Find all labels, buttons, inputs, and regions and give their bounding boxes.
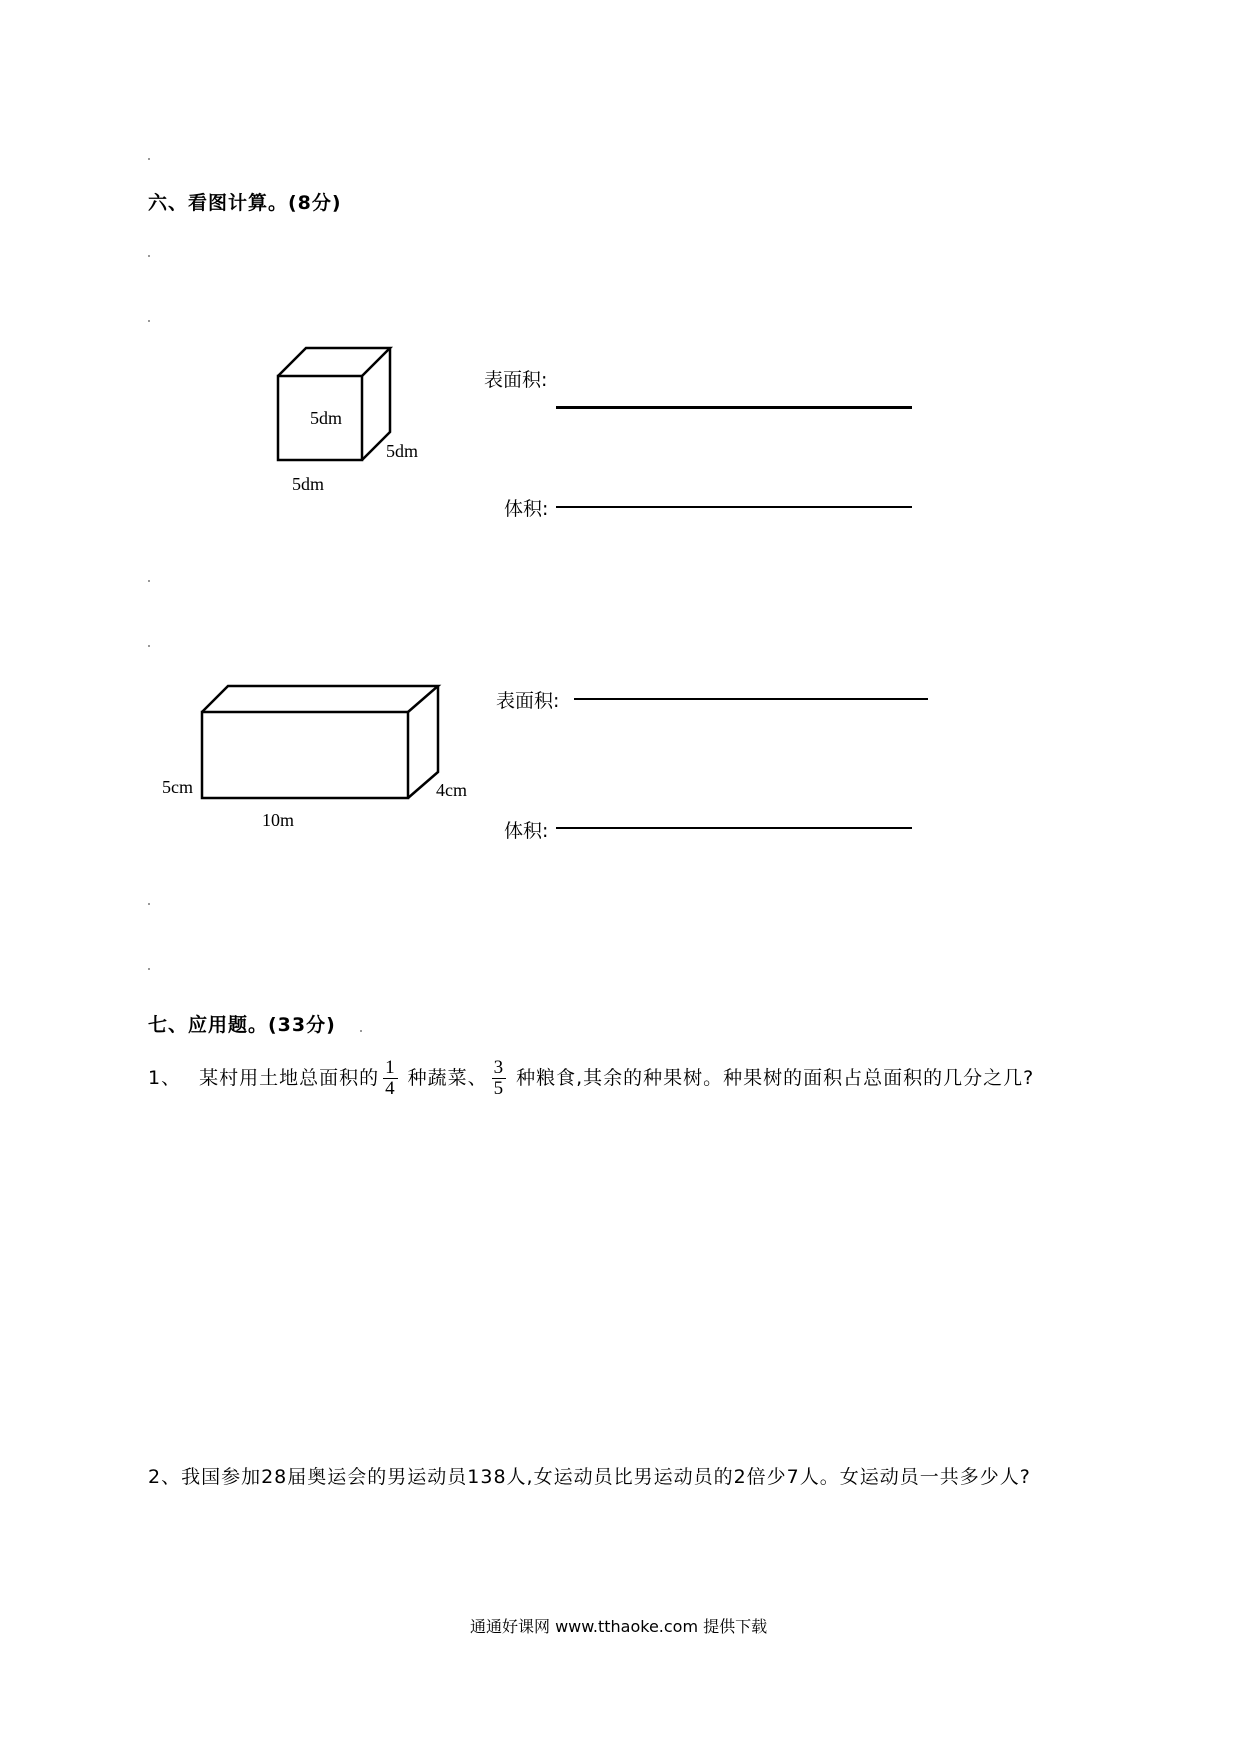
section6-title: 六、看图计算。(8分) — [148, 192, 342, 214]
fraction-one-quarter — [383, 1058, 398, 1099]
scan-dot — [148, 255, 150, 257]
scan-dot — [148, 580, 150, 582]
question-1-part1: 某村用土地总面积的 — [199, 1066, 380, 1089]
scan-dot — [148, 968, 150, 970]
cube-front-dim: 5dm — [310, 408, 343, 428]
cube-volume-answer-line[interactable] — [556, 506, 912, 508]
cube-figure — [270, 340, 400, 470]
scan-dot — [148, 158, 150, 160]
question-1 — [148, 1058, 1034, 1099]
cuboid-depth-dim: 4cm — [436, 780, 467, 800]
question-1-part3: 种粮食,其余的种果树。种果树的面积占总面积的几分之几? — [516, 1066, 1035, 1089]
cube-volume-label: 体积: — [504, 498, 549, 520]
cuboid-figure — [196, 680, 444, 804]
cube-depth-dim: 5dm — [386, 441, 419, 461]
footer-text: 通通好课网 www.tthaoke.com 提供下载 — [470, 1617, 768, 1636]
scan-dot — [360, 1030, 362, 1032]
cuboid-length-dim: 10m — [262, 810, 295, 830]
cuboid-height-dim: 5cm — [162, 777, 193, 797]
question-1-number: 1、 — [148, 1066, 182, 1089]
fraction-three-fifths — [492, 1058, 507, 1099]
question-2: 2、我国参加28届奥运会的男运动员138人,女运动员比男运动员的2倍少7人。女运动员一共多少人? — [148, 1466, 1031, 1488]
cuboid-volume-answer-line[interactable] — [556, 827, 912, 829]
scan-dot — [148, 645, 150, 647]
cube-surface-answer-line[interactable] — [556, 406, 912, 409]
fraction-2-numerator: 3 — [493, 1057, 505, 1078]
fraction-1-numerator: 1 — [385, 1057, 396, 1078]
section7-title: 七、应用题。(33分) — [148, 1014, 336, 1036]
cuboid-surface-answer-line[interactable] — [574, 698, 928, 700]
question-1-part2: 种蔬菜、 — [407, 1066, 488, 1089]
cube-bottom-dim: 5dm — [292, 474, 325, 494]
cuboid-volume-label: 体积: — [504, 820, 549, 842]
cuboid-surface-label: 表面积: — [496, 690, 560, 712]
scan-dot — [148, 320, 150, 322]
cube-surface-label: 表面积: — [484, 369, 548, 391]
scan-dot — [148, 903, 150, 905]
fraction-2-denominator: 5 — [493, 1077, 505, 1099]
fraction-1-denominator: 4 — [385, 1077, 396, 1099]
